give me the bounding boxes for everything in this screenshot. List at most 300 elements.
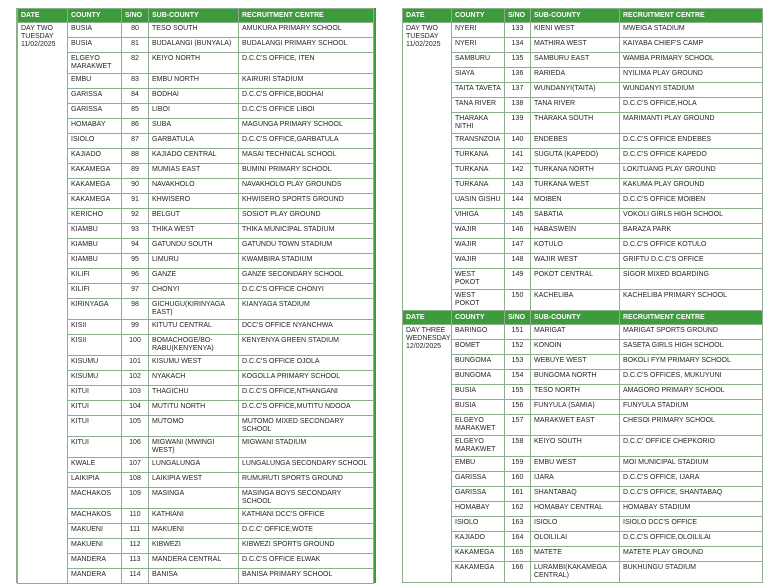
table-row [403, 194, 763, 209]
county-cell: KIRINYAGA [68, 299, 122, 320]
table-row [18, 164, 374, 179]
header-county: COUNTY [452, 9, 505, 23]
sno-cell: 147 [505, 239, 531, 254]
table-row [403, 224, 763, 239]
table-row [403, 254, 763, 269]
centre-cell: D.C.C' OFFICE CHEPKORIO [620, 436, 763, 457]
county-cell: KITUI [68, 401, 122, 416]
sno-cell: 91 [122, 194, 149, 209]
county-cell: ISIOLO [452, 517, 505, 532]
sno-cell: 146 [505, 224, 531, 239]
county-cell: WAJIR [452, 224, 505, 239]
table-row [403, 487, 763, 502]
subcounty-cell: THIKA WEST [149, 224, 239, 239]
table-row [403, 209, 763, 224]
county-cell: KILIFI [68, 284, 122, 299]
centre-cell: THIKA MUNICIPAL STADIUM [239, 224, 374, 239]
county-cell: KIAMBU [68, 224, 122, 239]
table-row [18, 254, 374, 269]
sno-cell: 97 [122, 284, 149, 299]
subcounty-cell: EMBU WEST [531, 457, 620, 472]
centre-cell: D.C.C'S OFFICE,MUTITU NDOOA [239, 401, 374, 416]
sno-cell: 140 [505, 134, 531, 149]
table-row [18, 473, 374, 488]
centre-cell: D.C.C'S OFFICES, MUKUYUNI [620, 370, 763, 385]
county-cell: ELGEYO MARAKWET [452, 436, 505, 457]
sno-cell: 134 [505, 38, 531, 53]
county-cell: ELGEYO MARAKWET [452, 415, 505, 436]
subcounty-cell: BELGUT [149, 209, 239, 224]
table-row [18, 437, 374, 458]
centre-cell: MARIGAT SPORTS GROUND [620, 325, 763, 340]
centre-cell: SIGOR MIXED BOARDING [620, 269, 763, 290]
header-sno: S/NO [505, 9, 531, 23]
subcounty-cell: SUGUTA (KAPEDO) [531, 149, 620, 164]
table-row [403, 502, 763, 517]
date-cell [18, 23, 68, 584]
date-line: DAY TWO [406, 25, 438, 32]
sno-cell: 137 [505, 83, 531, 98]
subcounty-cell: MARIGAT [531, 325, 620, 340]
subcounty-cell: LIMURU [149, 254, 239, 269]
table-row [18, 401, 374, 416]
sno-cell: 139 [505, 113, 531, 134]
subcounty-cell: KIBWEZI [149, 539, 239, 554]
sno-cell: 156 [505, 400, 531, 415]
county-cell: KITUI [68, 416, 122, 437]
sno-cell: 92 [122, 209, 149, 224]
county-cell: ELGEYO MARAKWET [68, 53, 122, 74]
county-cell: KIAMBU [68, 254, 122, 269]
subcounty-cell: TANA RIVER [531, 98, 620, 113]
centre-cell: KWAMBIRA STADIUM [239, 254, 374, 269]
sno-cell: 105 [122, 416, 149, 437]
table-row [403, 23, 763, 38]
county-cell: GARISSA [452, 487, 505, 502]
centre-cell: D.C.C'S OFFICE,NTHANGANI [239, 386, 374, 401]
subcounty-cell: KHWISERO [149, 194, 239, 209]
county-cell: BUSIA [68, 23, 122, 38]
sno-cell: 96 [122, 269, 149, 284]
subcounty-cell: NAVAKHOLO [149, 179, 239, 194]
sno-cell: 149 [505, 269, 531, 290]
table-row [18, 23, 374, 38]
centre-cell: AMAGORO PRIMARY SCHOOL [620, 385, 763, 400]
table-row [403, 269, 763, 290]
centre-cell: KATHIANI DCC'S OFFICE [239, 509, 374, 524]
centre-cell: WUNDANYI STADIUM [620, 83, 763, 98]
subcounty-cell: MATHIRA WEST [531, 38, 620, 53]
county-cell: TANA RIVER [452, 98, 505, 113]
centre-cell: MASAI TECHNICAL SCHOOL [239, 149, 374, 164]
centre-cell: MARIMANTI PLAY GROUND [620, 113, 763, 134]
county-cell: TURKANA [452, 164, 505, 179]
county-cell: BUNGOMA [452, 355, 505, 370]
table-row [18, 539, 374, 554]
date-line: TUESDAY [21, 33, 54, 40]
table-row [18, 386, 374, 401]
subcounty-cell: KITUTU CENTRAL [149, 320, 239, 335]
subcounty-cell: GICHUGU(KIRINYAGA EAST) [149, 299, 239, 320]
table-row [18, 356, 374, 371]
sno-cell: 83 [122, 74, 149, 89]
county-cell: KIAMBU [68, 239, 122, 254]
county-cell: BUSIA [68, 38, 122, 53]
header-centre: RECRUITMENT CENTRE [239, 9, 374, 23]
table-row [403, 400, 763, 415]
centre-cell: KOGOLLA PRIMARY SCHOOL [239, 371, 374, 386]
subcounty-cell: BODHAI [149, 89, 239, 104]
table-row [403, 370, 763, 385]
sno-cell: 160 [505, 472, 531, 487]
subcounty-cell: ISIOLO [531, 517, 620, 532]
county-cell: SIAYA [452, 68, 505, 83]
table-row [18, 299, 374, 320]
sno-cell: 93 [122, 224, 149, 239]
sno-cell: 106 [122, 437, 149, 458]
sno-cell: 157 [505, 415, 531, 436]
centre-cell: D.C.C'S OFFICE, ITEN [239, 53, 374, 74]
sno-cell: 150 [505, 290, 531, 311]
centre-cell: NYILIMA PLAY GROUND [620, 68, 763, 83]
table-row [403, 472, 763, 487]
sno-cell: 144 [505, 194, 531, 209]
subcounty-cell: LAIKIPIA WEST [149, 473, 239, 488]
table-row [18, 38, 374, 53]
centre-cell: KAIYABA CHIEF'S CAMP [620, 38, 763, 53]
table-row [18, 74, 374, 89]
subcounty-cell: WUNDANYI(TAITA) [531, 83, 620, 98]
centre-cell: CHESOI PRIMARY SCHOOL [620, 415, 763, 436]
county-cell: THARAKA NITHI [452, 113, 505, 134]
sno-cell: 165 [505, 547, 531, 562]
table-row [18, 194, 374, 209]
table-row [403, 53, 763, 68]
county-cell: MAKUENI [68, 539, 122, 554]
subcounty-cell: WAJIR WEST [531, 254, 620, 269]
county-cell: MANDERA [68, 569, 122, 584]
centre-cell: FUNYULA STADIUM [620, 400, 763, 415]
header-sno: S/NO [505, 311, 531, 325]
county-cell: MACHAKOS [68, 509, 122, 524]
header-centre: RECRUITMENT CENTRE [620, 9, 763, 23]
schedule-table-right [402, 8, 762, 583]
centre-cell: D.C.C'S OFFICE LIBOI [239, 104, 374, 119]
sno-cell: 161 [505, 487, 531, 502]
sno-cell: 138 [505, 98, 531, 113]
subcounty-cell: SHANTABAQ [531, 487, 620, 502]
table-row [18, 320, 374, 335]
subcounty-cell: MASINGA [149, 488, 239, 509]
county-cell: MANDERA [68, 554, 122, 569]
county-cell: UASIN GISHU [452, 194, 505, 209]
centre-cell: AMUKURA PRIMARY SCHOOL [239, 23, 374, 38]
county-cell: GARISSA [452, 472, 505, 487]
centre-cell: D.C.C'S OFFICE,HOLA [620, 98, 763, 113]
centre-cell: LOKITUANG PLAY GROUND [620, 164, 763, 179]
centre-cell: BANISA PRIMARY SCHOOL [239, 569, 374, 584]
sno-cell: 164 [505, 532, 531, 547]
county-cell: NYERI [452, 23, 505, 38]
subcounty-cell: MOIBEN [531, 194, 620, 209]
table-row [403, 325, 763, 340]
subcounty-cell: POKOT CENTRAL [531, 269, 620, 290]
sno-cell: 110 [122, 509, 149, 524]
subcounty-cell: MARAKWET EAST [531, 415, 620, 436]
date-cell [403, 23, 452, 311]
county-cell: TURKANA [452, 149, 505, 164]
table-row [403, 547, 763, 562]
table-row [18, 89, 374, 104]
centre-cell: D.C.C'S OFFICE ELWAK [239, 554, 374, 569]
subcounty-cell: LURAMBI(KAKAMEGA CENTRAL) [531, 562, 620, 583]
sno-cell: 158 [505, 436, 531, 457]
sno-cell: 152 [505, 340, 531, 355]
centre-cell: KIANYAGA STADIUM [239, 299, 374, 320]
subcounty-cell: MIGWANI (MWINGI WEST) [149, 437, 239, 458]
sno-cell: 148 [505, 254, 531, 269]
header-county: COUNTY [68, 9, 122, 23]
table-row [403, 179, 763, 194]
table-row [18, 371, 374, 386]
centre-cell: SASETA GIRLS HIGH SCHOOL [620, 340, 763, 355]
subcounty-cell: GANZE [149, 269, 239, 284]
sno-cell: 109 [122, 488, 149, 509]
header-sno: S/NO [122, 9, 149, 23]
sno-cell: 154 [505, 370, 531, 385]
centre-cell: BOKOLI FYM PRIMARY SCHOOL [620, 355, 763, 370]
table-row [18, 416, 374, 437]
county-cell: SAMBURU [452, 53, 505, 68]
subcounty-cell: MUTITU NORTH [149, 401, 239, 416]
county-cell: TURKANA [452, 179, 505, 194]
county-cell: BUSIA [452, 385, 505, 400]
county-cell: WEST POKOT [452, 269, 505, 290]
county-cell: WAJIR [452, 239, 505, 254]
county-cell: ISIOLO [68, 134, 122, 149]
centre-cell: D.C.C'S OFFICE ENDEBES [620, 134, 763, 149]
subcounty-cell: TESO NORTH [531, 385, 620, 400]
subcounty-cell: SUBA [149, 119, 239, 134]
sno-cell: 136 [505, 68, 531, 83]
date-line: WEDNESDAY [406, 335, 451, 342]
table-row [18, 53, 374, 74]
centre-cell: D.C.C'S OFFICE KOTULO [620, 239, 763, 254]
sno-cell: 104 [122, 401, 149, 416]
subcounty-cell: KEIYO NORTH [149, 53, 239, 74]
centre-cell: KIBWEZI SPORTS GROUND [239, 539, 374, 554]
subcounty-cell: KIENI WEST [531, 23, 620, 38]
county-cell: BARINGO [452, 325, 505, 340]
sno-cell: 142 [505, 164, 531, 179]
centre-cell: LUNGALUNGA SECONDARY SCHOOL [239, 458, 374, 473]
subcounty-cell: RARIEDA [531, 68, 620, 83]
table-row [18, 524, 374, 539]
centre-cell: BUDALANGI PRIMARY SCHOOL [239, 38, 374, 53]
sno-cell: 100 [122, 335, 149, 356]
header-subcounty: SUB-COUNTY [531, 311, 620, 325]
centre-cell: D.C.C' OFFICE,WOTE [239, 524, 374, 539]
centre-cell: BUMINI PRIMARY SCHOOL [239, 164, 374, 179]
table-row [18, 488, 374, 509]
table-header-row [18, 9, 374, 23]
centre-cell: ISIOLO DCC'S OFFICE [620, 517, 763, 532]
subcounty-cell: SABATIA [531, 209, 620, 224]
subcounty-cell: FUNYULA (SAMIA) [531, 400, 620, 415]
sno-cell: 143 [505, 179, 531, 194]
subcounty-cell: MUTOMO [149, 416, 239, 437]
centre-cell: KHWISERO SPORTS GROUND [239, 194, 374, 209]
schedule-table [402, 8, 763, 583]
table-row [403, 457, 763, 472]
centre-cell: GRIFTU D.C.C'S OFFICE [620, 254, 763, 269]
centre-cell: D.C.C'S OFFICE, SHANTABAQ [620, 487, 763, 502]
table-header-row [403, 311, 763, 325]
centre-cell: SOSIOT PLAY GROUND [239, 209, 374, 224]
sno-cell: 102 [122, 371, 149, 386]
county-cell: HOMABAY [68, 119, 122, 134]
county-cell: WEST POKOT [452, 290, 505, 311]
subcounty-cell: MANDERA CENTRAL [149, 554, 239, 569]
subcounty-cell: NYAKACH [149, 371, 239, 386]
subcounty-cell: MUMIAS EAST [149, 164, 239, 179]
centre-cell: KAKUMA PLAY GROUND [620, 179, 763, 194]
sno-cell: 86 [122, 119, 149, 134]
county-cell: TRANSNZOIA [452, 134, 505, 149]
centre-cell: D.C.C'S OFFICE KAPEDO [620, 149, 763, 164]
county-cell: KISII [68, 320, 122, 335]
county-cell: KWALE [68, 458, 122, 473]
county-cell: KAKAMEGA [452, 562, 505, 583]
centre-cell: RUMURUTI SPORTS GROUND [239, 473, 374, 488]
table-row [403, 355, 763, 370]
subcounty-cell: GARBATULA [149, 134, 239, 149]
centre-cell: WAMBA PRIMARY SCHOOL [620, 53, 763, 68]
table-row [18, 149, 374, 164]
centre-cell: D.C.C'S OFFICE CHONYI [239, 284, 374, 299]
sno-cell: 95 [122, 254, 149, 269]
county-cell: NYERI [452, 38, 505, 53]
county-cell: BUNGOMA [452, 370, 505, 385]
date-line: DAY TWO [21, 25, 53, 32]
centre-cell: MASINGA BOYS SECONDARY SCHOOL [239, 488, 374, 509]
centre-cell: GANZE SECONDARY SCHOOL [239, 269, 374, 284]
centre-cell: MATETE PLAY GROUND [620, 547, 763, 562]
sno-cell: 153 [505, 355, 531, 370]
county-cell: KAKAMEGA [68, 179, 122, 194]
table-row [18, 104, 374, 119]
schedule-table-left [17, 8, 373, 584]
sno-cell: 81 [122, 38, 149, 53]
header-county: COUNTY [452, 311, 505, 325]
subcounty-cell: ENDEBES [531, 134, 620, 149]
centre-cell: KENYENYA GREEN STADIUM [239, 335, 374, 356]
county-cell: GARISSA [68, 89, 122, 104]
table-row [403, 134, 763, 149]
sno-cell: 163 [505, 517, 531, 532]
date-line: 11/02/2025 [21, 41, 56, 48]
subcounty-cell: HABASWEIN [531, 224, 620, 239]
table-row [403, 532, 763, 547]
sno-cell: 107 [122, 458, 149, 473]
centre-cell: DCC'S OFFICE NYANCHWA [239, 320, 374, 335]
sno-cell: 151 [505, 325, 531, 340]
county-cell: MACHAKOS [68, 488, 122, 509]
page-divider [374, 8, 376, 583]
sno-cell: 133 [505, 23, 531, 38]
table-row [403, 290, 763, 311]
subcounty-cell: HOMABAY CENTRAL [531, 502, 620, 517]
subcounty-cell: BUNGOMA NORTH [531, 370, 620, 385]
centre-cell: D.C.C'S OFFICE MOIBEN [620, 194, 763, 209]
sno-cell: 112 [122, 539, 149, 554]
sno-cell: 114 [122, 569, 149, 584]
county-cell: KILIFI [68, 269, 122, 284]
centre-cell: D.C.C'S OFFICE, IJARA [620, 472, 763, 487]
subcounty-cell: IJARA [531, 472, 620, 487]
county-cell: VIHIGA [452, 209, 505, 224]
centre-cell: MUTOMO MIXED SECONDARY SCHOOL [239, 416, 374, 437]
header-subcounty: SUB-COUNTY [531, 9, 620, 23]
sno-cell: 90 [122, 179, 149, 194]
sno-cell: 85 [122, 104, 149, 119]
subcounty-cell: KOTULO [531, 239, 620, 254]
sno-cell: 87 [122, 134, 149, 149]
table-row [403, 164, 763, 179]
sno-cell: 99 [122, 320, 149, 335]
county-cell: HOMABAY [452, 502, 505, 517]
county-cell: KITUI [68, 386, 122, 401]
table-row [18, 224, 374, 239]
table-row [403, 239, 763, 254]
county-cell: TAITA TAVETA [452, 83, 505, 98]
table-row [403, 385, 763, 400]
subcounty-cell: KATHIANI [149, 509, 239, 524]
county-cell: EMBU [68, 74, 122, 89]
table-row [403, 98, 763, 113]
sno-cell: 111 [122, 524, 149, 539]
date-line: 11/02/2025 [406, 41, 441, 48]
county-cell: KERICHO [68, 209, 122, 224]
subcounty-cell: KISUMU WEST [149, 356, 239, 371]
centre-cell: VOKOLI GIRLS HIGH SCHOOL [620, 209, 763, 224]
date-cell [403, 325, 452, 583]
table-row [403, 83, 763, 98]
sno-cell: 94 [122, 239, 149, 254]
subcounty-cell: MAKUENI [149, 524, 239, 539]
table-row [18, 269, 374, 284]
county-cell: KAJIADO [452, 532, 505, 547]
centre-cell: MIGWANI STADIUM [239, 437, 374, 458]
sno-cell: 113 [122, 554, 149, 569]
county-cell: BOMET [452, 340, 505, 355]
subcounty-cell: BUDALANGI (BUNYALA) [149, 38, 239, 53]
subcounty-cell: LIBOI [149, 104, 239, 119]
date-line: 12/02/2025 [406, 343, 442, 350]
centre-cell: BUKHUNGU STADIUM [620, 562, 763, 583]
centre-cell: NAVAKHOLO PLAY GROUNDS [239, 179, 374, 194]
subcounty-cell: KAJIADO CENTRAL [149, 149, 239, 164]
sno-cell: 88 [122, 149, 149, 164]
county-cell: WAJIR [452, 254, 505, 269]
subcounty-cell: TESO SOUTH [149, 23, 239, 38]
centre-cell: HOMABAY STADIUM [620, 502, 763, 517]
table-row [403, 517, 763, 532]
table-row [403, 149, 763, 164]
sno-cell: 103 [122, 386, 149, 401]
header-subcounty: SUB-COUNTY [149, 9, 239, 23]
county-cell: KISII [68, 335, 122, 356]
